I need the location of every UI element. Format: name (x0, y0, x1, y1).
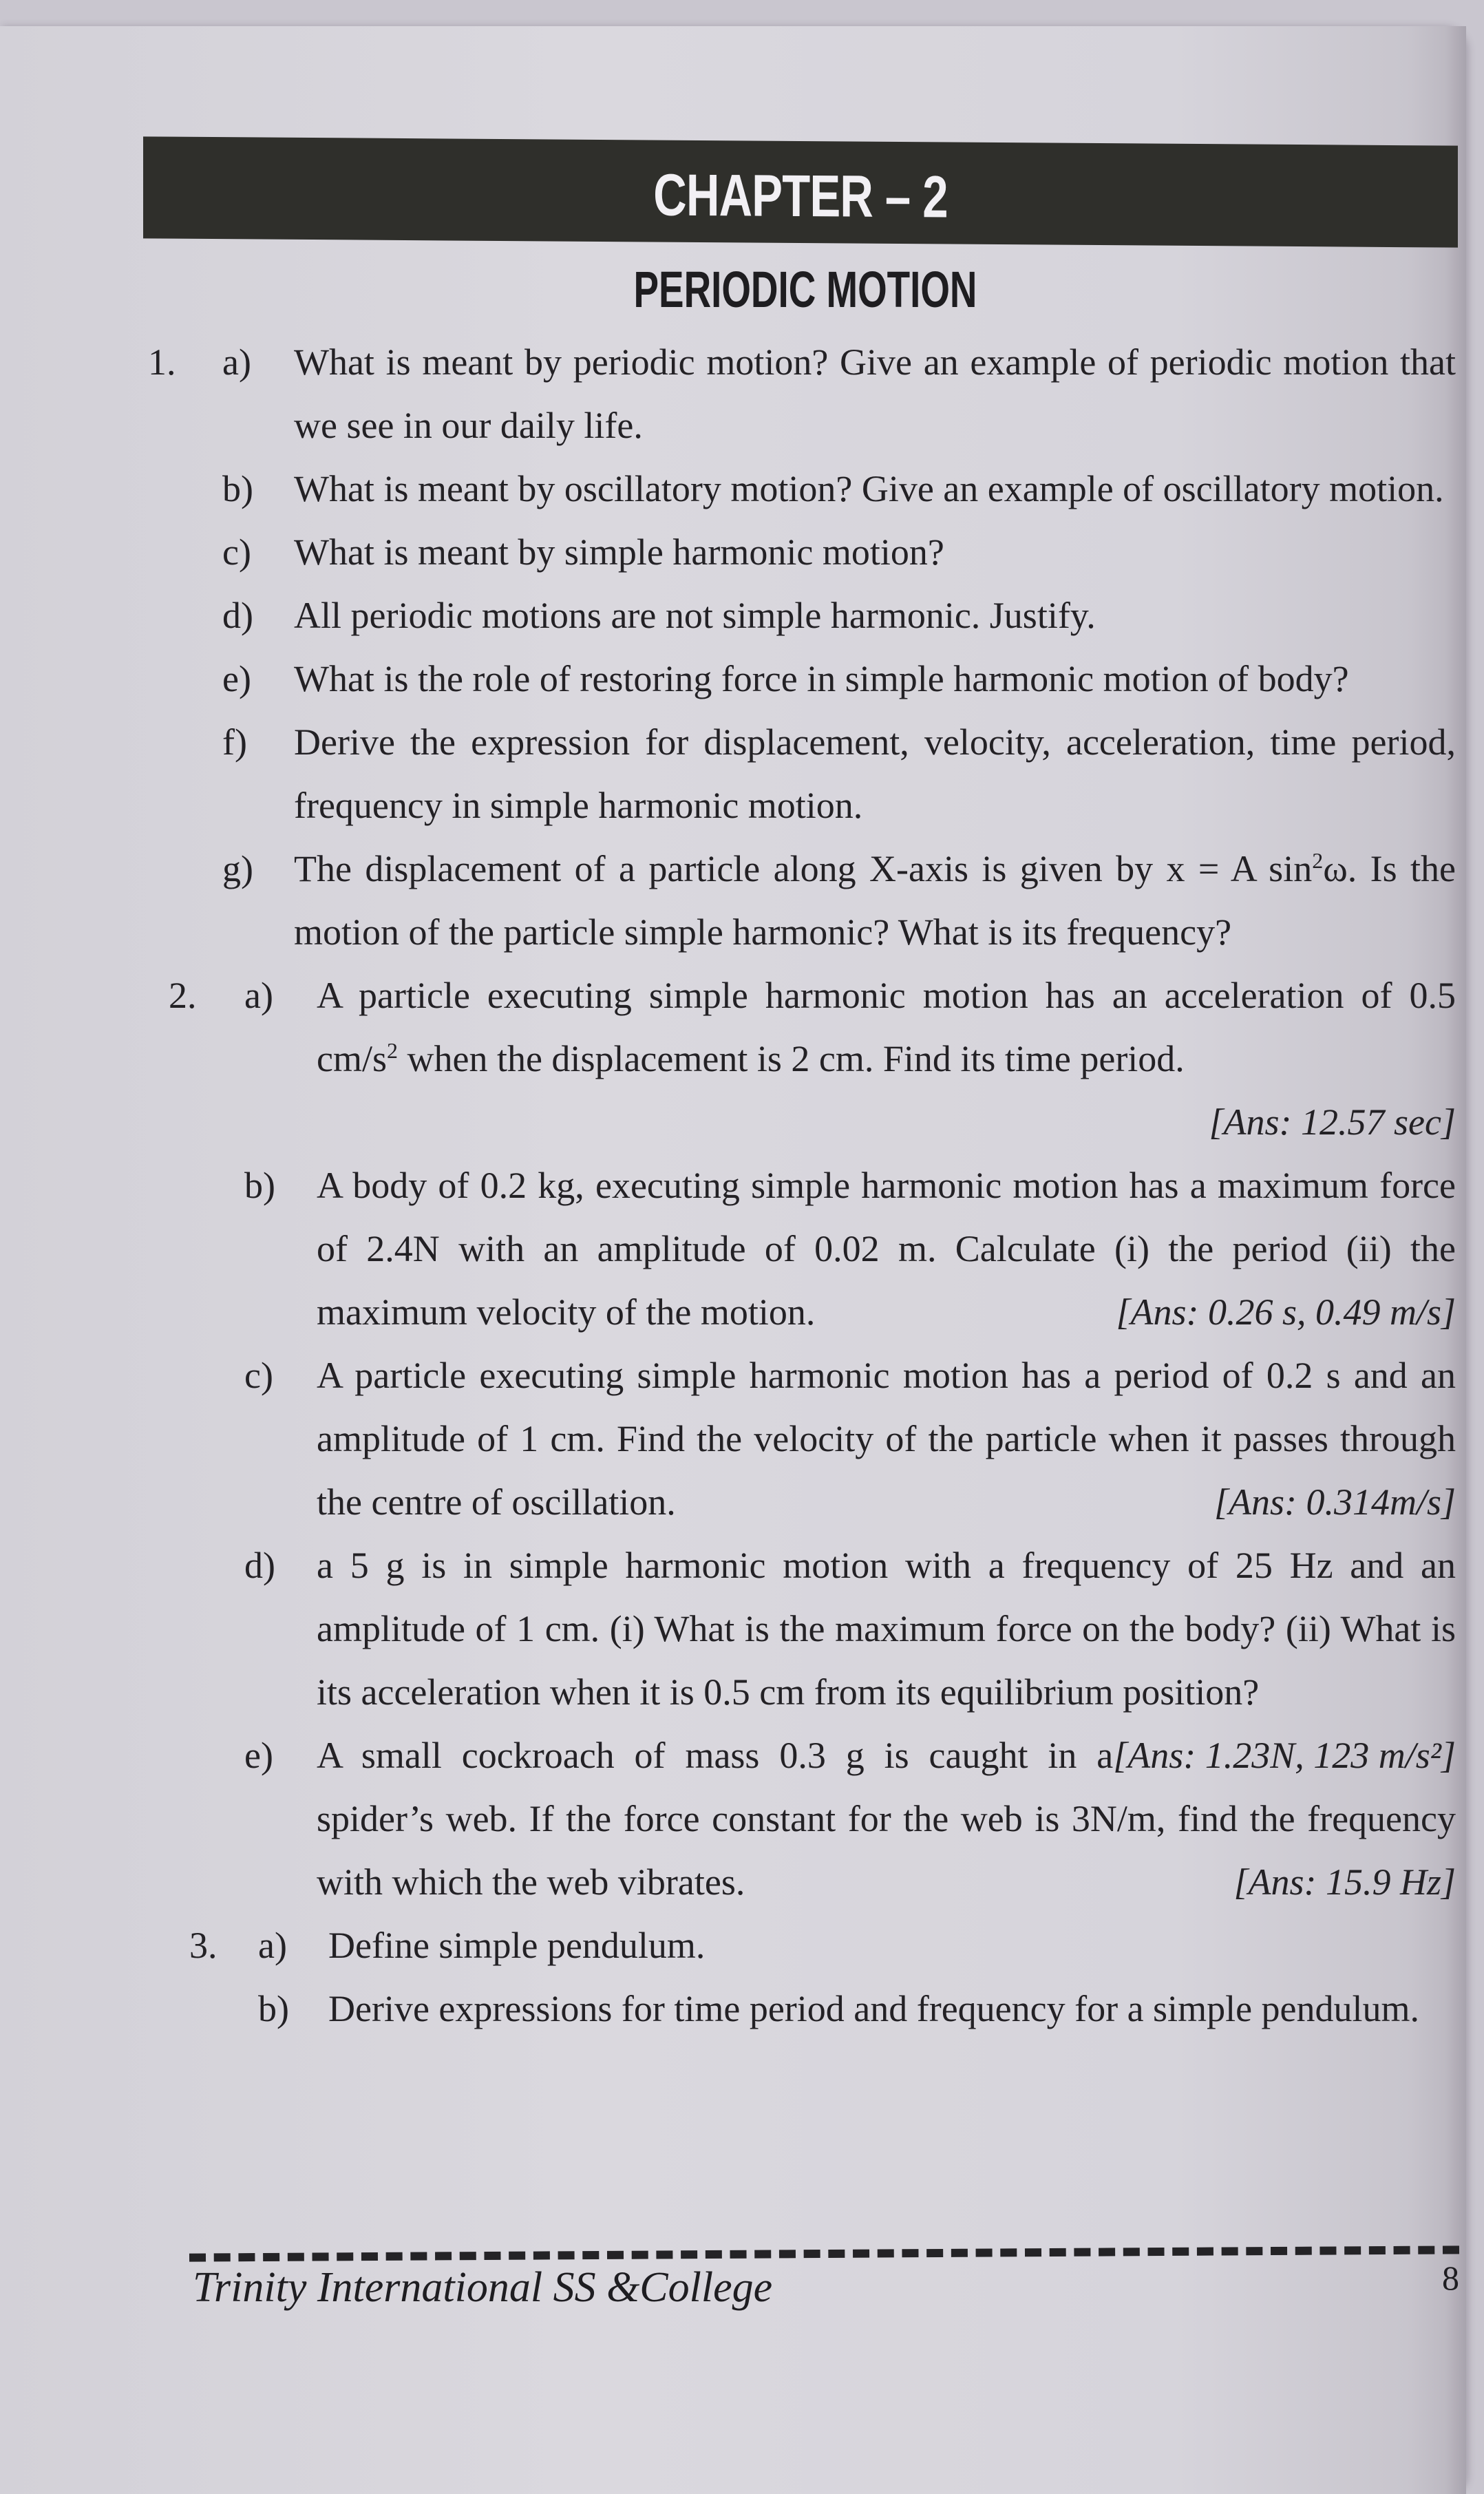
part-text: Derive expressions for time period and frequency for a simple pendulum. (328, 1988, 1420, 2029)
page-footer (193, 2259, 1459, 2318)
part-text: What is the role of restoring force in simple harmonic motion of body? (294, 658, 1349, 699)
question-number: 1. (148, 341, 176, 383)
question-3 (148, 1914, 1456, 2040)
question-number: 2. (169, 975, 197, 1016)
question-number: 3. (189, 1925, 218, 1966)
part-text (317, 964, 1456, 1090)
question-part (148, 1977, 1456, 2040)
part-text: What is meant by oscillatory motion? Give an example of oscillatory motion. (294, 468, 1444, 509)
part-text-segment: A small cockroach of mass 0.3 g is caught in a spider’s web. If the force constant for the web is 3N/m, find the frequency with which the web vibrates. (317, 1735, 1456, 1903)
answer: [Ans: 1.23N, 123 m/s²] (1113, 1735, 1456, 1776)
part-label: e) (222, 658, 251, 699)
part-text (317, 1154, 1456, 1344)
question-part (148, 1344, 1456, 1534)
question-part (148, 584, 1456, 647)
college-name: Trinity International SS &College (193, 2264, 773, 2311)
chapter-subtitle: PERIODIC MOTION (633, 261, 977, 318)
part-text: What is meant by periodic motion? Give an example of periodic motion that we see in our daily life. (294, 341, 1456, 446)
part-label: b) (258, 1988, 289, 2029)
part-label: d) (244, 1545, 275, 1586)
question-list (148, 330, 1456, 2040)
answer: [Ans: 15.9 Hz] (1233, 1861, 1456, 1903)
part-text (317, 1724, 1456, 1914)
part-text (317, 1344, 1456, 1534)
part-text (317, 1534, 1456, 1776)
question-part (148, 330, 1456, 457)
question-part (148, 457, 1456, 520)
question-2 (148, 964, 1456, 1914)
answer: [Ans: 0.26 s, 0.49 m/s] (1116, 1291, 1456, 1333)
part-text-segment: A body of 0.2 kg, executing simple harmonic motion has a maximum force of 2.4N with an amplitude of 0.02 m. Calculate (i) the period (ii) the maximum velocity of the motion. (317, 1165, 1456, 1333)
part-label: a) (258, 1925, 287, 1966)
chapter-title: CHAPTER – 2 (653, 162, 948, 230)
part-label: f) (222, 721, 247, 763)
question-part (148, 520, 1456, 584)
part-text-segment: A particle executing simple harmonic motion has a period of 0.2 s and an amplitude of 1 cm. Find the velocity of the particle when it passes through the centre of oscillation. (317, 1355, 1456, 1523)
part-label: a) (222, 341, 251, 383)
part-label: a) (244, 975, 273, 1016)
part-text-segment: a 5 g is in simple harmonic motion with a frequency of 25 Hz and an amplitude of 1 cm. (i) What is the maximum force on the body? (ii) What is its acceleration when it is 0.5 cm from its equilibrium position? (317, 1545, 1456, 1713)
part-label: c) (244, 1355, 273, 1396)
part-label: b) (244, 1165, 275, 1206)
part-text-segment: ω. Is the motion of the particle simple harmonic? What is its frequency? (294, 848, 1456, 953)
question-part (148, 964, 1456, 1154)
chapter-header-band (143, 136, 1458, 247)
question-part (148, 837, 1456, 964)
page-number: 8 (1442, 2259, 1459, 2297)
superscript: 2 (1312, 848, 1324, 873)
question-1 (148, 330, 1456, 964)
question-part (148, 647, 1456, 710)
part-label: g) (222, 848, 253, 889)
part-text: All periodic motions are not simple harmonic. Justify. (294, 595, 1096, 636)
part-text: Derive the expression for displacement, velocity, acceleration, time period, frequency in simple harmonic motion. (294, 721, 1456, 826)
part-label: e) (244, 1735, 273, 1776)
part-text (294, 837, 1456, 964)
question-part (148, 710, 1456, 837)
part-text: What is meant by simple harmonic motion? (294, 531, 944, 573)
part-text-segment: The displacement of a particle along X-axis is given by x = A sin (294, 848, 1313, 889)
superscript: 2 (387, 1038, 398, 1063)
question-part (148, 1154, 1456, 1344)
answer: [Ans: 0.314m/s] (1213, 1481, 1456, 1523)
part-label: c) (222, 531, 251, 573)
part-text-segment: A particle executing simple harmonic motion has an acceleration of 0.5 cm/s (317, 975, 1456, 1079)
part-label: b) (222, 468, 253, 509)
part-text: Define simple pendulum. (328, 1925, 706, 1966)
question-part (148, 1914, 1456, 1977)
part-label: d) (222, 595, 253, 636)
question-part (148, 1724, 1456, 1914)
question-part (148, 1534, 1456, 1776)
part-text-segment: when the displacement is 2 cm. Find its time period. (398, 1038, 1185, 1079)
answer: [Ans: 12.57 sec] (1209, 1101, 1456, 1143)
